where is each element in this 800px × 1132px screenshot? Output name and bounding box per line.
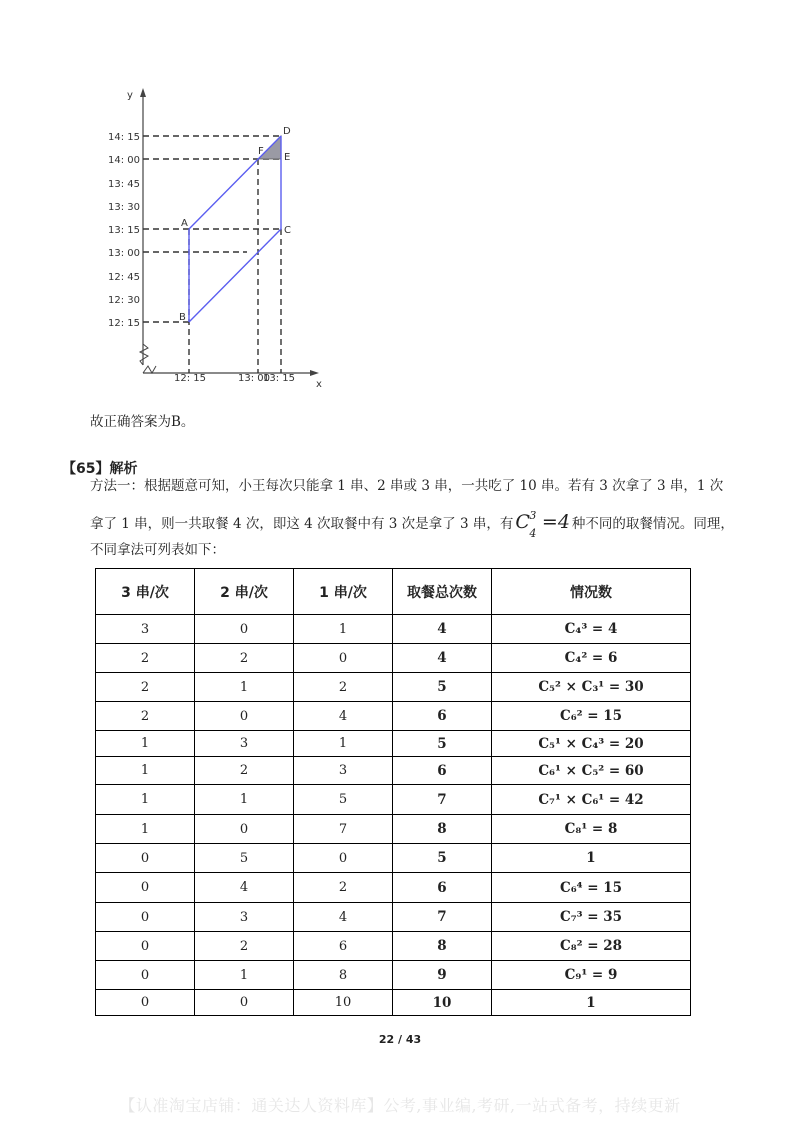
cell-two: 2 [195,757,294,785]
point-label-e: E [284,152,291,163]
section-heading: 【65】解析 [62,461,138,477]
y-axis-arrow [140,88,146,97]
cell-two: 5 [195,844,294,873]
table-row [96,903,691,932]
cell-total: 9 [393,961,492,990]
cell-cases: C₆⁴ = 15 [492,873,691,903]
time-graph [100,80,340,390]
header-two: 2 串/次 [195,569,294,615]
table-row [96,815,691,844]
cell-three: 0 [96,873,195,903]
x-tick: 12: 15 [174,373,206,384]
header-three: 3 串/次 [96,569,195,615]
cell-two: 0 [195,815,294,844]
watermark: 【认准淘宝店铺：通关达人资料库】公考,事业编,考研,一站式备考，持续更新 [119,1096,681,1115]
cell-two: 1 [195,673,294,702]
cell-cases: C₅² × C₃¹ = 30 [492,673,691,702]
point-label-f: F [258,146,264,157]
table-row [96,757,691,785]
cell-total: 6 [393,757,492,785]
cell-three: 1 [96,785,195,815]
cell-three: 2 [96,673,195,702]
header-total: 取餐总次数 [393,569,492,615]
x-tick: 13: 00 [238,373,270,384]
cell-total: 4 [393,615,492,644]
cell-one: 3 [294,757,393,785]
table-row [96,702,691,731]
cell-cases: C₈¹ = 8 [492,815,691,844]
combination-table [95,568,691,1016]
cell-cases: 1 [492,990,691,1016]
table-row [96,844,691,873]
cell-total: 6 [393,873,492,903]
table-row [96,932,691,961]
cell-three: 2 [96,644,195,673]
cell-two: 4 [195,873,294,903]
cell-one: 10 [294,990,393,1016]
cell-three: 2 [96,702,195,731]
header-cases: 情况数 [492,569,691,615]
cell-three: 0 [96,844,195,873]
table-row [96,961,691,990]
axis-break-icon [140,344,148,365]
page-number: 22 / 43 [378,1033,422,1046]
table-row [96,873,691,903]
table-row [96,785,691,815]
cell-three: 1 [96,757,195,785]
cell-total: 8 [393,932,492,961]
y-tick: 13: 45 [108,179,140,190]
cell-total: 8 [393,815,492,844]
cell-total: 5 [393,844,492,873]
cell-one: 0 [294,844,393,873]
table-header-row [96,569,691,615]
y-tick: 14: 00 [108,155,140,166]
cell-one: 2 [294,673,393,702]
cell-cases: C₅¹ × C₄³ = 20 [492,731,691,757]
y-tick: 13: 30 [108,202,140,213]
cell-two: 2 [195,932,294,961]
point-label-a: A [181,218,188,229]
cell-cases: C₄² = 6 [492,644,691,673]
point-label-d: D [283,126,291,137]
y-axis-label: y [127,90,133,101]
y-tick: 13: 15 [108,225,140,236]
cell-two: 3 [195,731,294,757]
table-row [96,644,691,673]
table-row [96,615,691,644]
cell-two: 1 [195,961,294,990]
cell-two: 0 [195,990,294,1016]
cell-total: 5 [393,731,492,757]
table-row [96,731,691,757]
cell-one: 0 [294,644,393,673]
cell-three: 0 [96,990,195,1016]
y-tick: 13: 00 [108,248,140,259]
x-axis-label: x [316,379,322,390]
para-line-2-end: 种不同的取餐情况。同理， [571,516,734,532]
point-label-b: B [179,312,186,323]
cell-one: 1 [294,615,393,644]
cell-two: 1 [195,785,294,815]
cell-one: 5 [294,785,393,815]
cell-total: 6 [393,702,492,731]
cell-two: 0 [195,702,294,731]
cell-three: 3 [96,615,195,644]
cell-one: 4 [294,903,393,932]
cell-total: 7 [393,903,492,932]
header-one: 1 串/次 [294,569,393,615]
cell-one: 1 [294,731,393,757]
cell-one: 4 [294,702,393,731]
cell-two: 0 [195,615,294,644]
cell-cases: C₄³ = 4 [492,615,691,644]
cell-cases: C₉¹ = 9 [492,961,691,990]
cell-three: 1 [96,731,195,757]
cell-cases: 1 [492,844,691,873]
cell-one: 2 [294,873,393,903]
cell-cases: C₆² = 15 [492,702,691,731]
x-axis-arrow [310,370,319,376]
cell-two: 3 [195,903,294,932]
cell-total: 5 [393,673,492,702]
para-line-2-start: 拿了 1 串，则一共取餐 4 次，即这 4 次取餐中有 3 次是拿了 3 串，有 [90,516,514,532]
combination-formula: C 3 4 =4 [515,509,570,540]
guide-lines [143,136,281,373]
y-tick: 12: 30 [108,295,140,306]
cell-one: 8 [294,961,393,990]
table-row [96,990,691,1016]
cell-two: 2 [195,644,294,673]
para-line-2 [90,509,734,540]
x-tick: 13: 15 [263,373,295,384]
point-label-c: C [284,225,291,236]
y-tick: 12: 45 [108,272,140,283]
cell-total: 10 [393,990,492,1016]
cell-cases: C₇³ = 35 [492,903,691,932]
cell-total: 7 [393,785,492,815]
para-line-3: 不同拿法可列表如下： [90,542,225,558]
cell-cases: C₆¹ × C₅² = 60 [492,757,691,785]
cell-total: 4 [393,644,492,673]
cell-three: 0 [96,932,195,961]
axis-break-icon-x [143,366,156,373]
cell-three: 1 [96,815,195,844]
conclusion: 故正确答案为B。 [90,414,195,430]
cell-three: 0 [96,903,195,932]
cell-one: 7 [294,815,393,844]
table-row [96,673,691,702]
para-line-1: 方法一：根据题意可知，小王每次只能拿 1 串、2 串或 3 串，一共吃了 10 串。若有 3 次拿了 3 串，1 次 [90,478,724,494]
cell-one: 6 [294,932,393,961]
cell-cases: C₈² = 28 [492,932,691,961]
cell-cases: C₇¹ × C₆¹ = 42 [492,785,691,815]
y-tick: 14: 15 [108,132,140,143]
cell-three: 0 [96,961,195,990]
y-tick: 12: 15 [108,318,140,329]
